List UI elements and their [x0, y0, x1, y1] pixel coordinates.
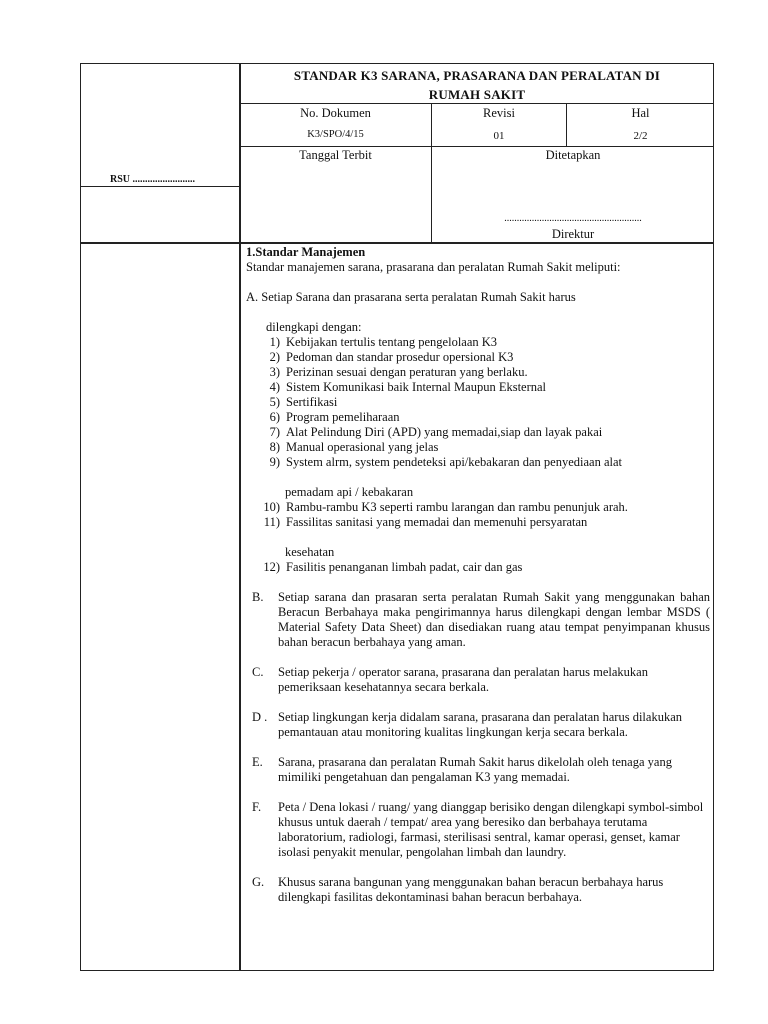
hal-value: 2/2	[633, 130, 648, 142]
header-rule-1	[239, 103, 714, 104]
list-item: 10) Rambu-rambu K3 seperti rambu larangan dan rambu penunjuk arah.	[263, 500, 628, 514]
point-a-line1: A. Setiap Sarana dan prasarana serta peralatan Rumah Sakit harus	[246, 290, 576, 304]
paragraph-f: F. Peta / Dena lokasi / ruang/ yang dianggap berisiko dengan dilengkapi symbol-simbol khusus untuk daerah / tempat/ area yang beresiko dan berbahaya terutama laboratorium, radiologi, farmasi, sterilisasi sentral, kamar operasi, genset, kamar isolasi penyakit menular, pengolahan limbah dan laundry.	[252, 800, 704, 859]
list-item: 11) Fassilitas sanitasi yang memadai dan memenuhi persyaratan	[263, 515, 588, 529]
list-item: 8) Manual operasional yang jelas	[269, 440, 439, 454]
paragraph-e: E. Sarana, prasarana dan peralatan Rumah Sakit harus dikelolah oleh tenaga yang mimiliki pengetahuan dan pengalaman K3 yang memadai.	[252, 755, 672, 784]
left-column-divider	[239, 63, 241, 971]
hal-label: Hal	[631, 106, 650, 120]
rsu-label: RSU .........................	[110, 174, 196, 185]
list-item: 6) Program pemeliharaan	[269, 410, 400, 424]
no-dokumen-value: K3/SPO/4/15	[307, 129, 364, 140]
paragraph-d: D . Setiap lingkungan kerja didalam sarana, prasarana dan peralatan harus dilakukan pemantauan atau monitoring kualitas lingkungan kerja secara berkala.	[252, 710, 683, 739]
list-item: 7) Alat Pelindung Diri (APD) yang memadai,siap dan layak pakai	[269, 425, 603, 439]
intro-text: Standar manajemen sarana, prasarana dan peralatan Rumah Sakit meliputi:	[246, 260, 621, 274]
list-item: 4) Sistem Komunikasi baik Internal Maupun Eksternal	[269, 380, 547, 394]
point-a-line2: dilengkapi dengan:	[266, 320, 362, 334]
list-item-continuation: pemadam api / kebakaran	[285, 485, 414, 499]
list-item: 12) Fasilitis penanganan limbah padat, cair dan gas	[263, 560, 523, 574]
document-title-line1: STANDAR K3 SARANA, PRASARANA DAN PERALATAN DI	[293, 68, 661, 83]
list-item: 3) Perizinan sesuai dengan peraturan yang berlaku.	[269, 365, 528, 379]
ditetapkan-label: Ditetapkan	[545, 148, 601, 162]
document-title-line2: RUMAH SAKIT	[428, 87, 526, 102]
header-rule-2	[239, 146, 714, 147]
revisi-value: 01	[493, 130, 505, 142]
content-body	[246, 245, 710, 905]
paragraph-b: B. Setiap sarana dan prasaran serta peralatan Rumah Sakit yang menggunakan bahan Beracun Berbahaya maka pengirimannya harus dilengkapi dengan lembar MSDS ( Material Safety Data Sheet) dan disediakan ruang atau tempat penyimpanan khusus bahan beracun berbahaya yang aman.	[252, 590, 710, 649]
direktur-label: Direktur	[551, 227, 595, 241]
list-item: 9) System alrm, system pendeteksi api/kebakaran dan penyediaan alat	[269, 455, 622, 469]
no-dokumen-label: No. Dokumen	[300, 106, 371, 120]
list-item: 1) Kebijakan tertulis tentang pengelolaan K3	[269, 335, 498, 349]
section-title: 1.Standar Manajemen	[246, 245, 366, 259]
paragraph-g: G. Khusus sarana bangunan yang menggunakan bahan beracun berbahaya harus dilengkapi fasilitas dekontaminasi bahan beracun berbahaya.	[252, 875, 664, 904]
signature-line: .......................................................	[504, 213, 642, 224]
revisi-label: Revisi	[483, 106, 515, 120]
list-item-continuation: kesehatan	[285, 545, 335, 559]
list-item: 2) Pedoman dan standar prosedur opersional K3	[269, 350, 514, 364]
header-bottom-rule	[80, 242, 714, 244]
paragraph-c: C. Setiap pekerja / operator sarana, prasarana dan peralatan harus melakukan pemeriksaan kesehatannya secara berkala.	[252, 665, 648, 694]
tanggal-terbit-label: Tanggal Terbit	[299, 148, 372, 162]
list-item: 5) Sertifikasi	[269, 395, 338, 409]
